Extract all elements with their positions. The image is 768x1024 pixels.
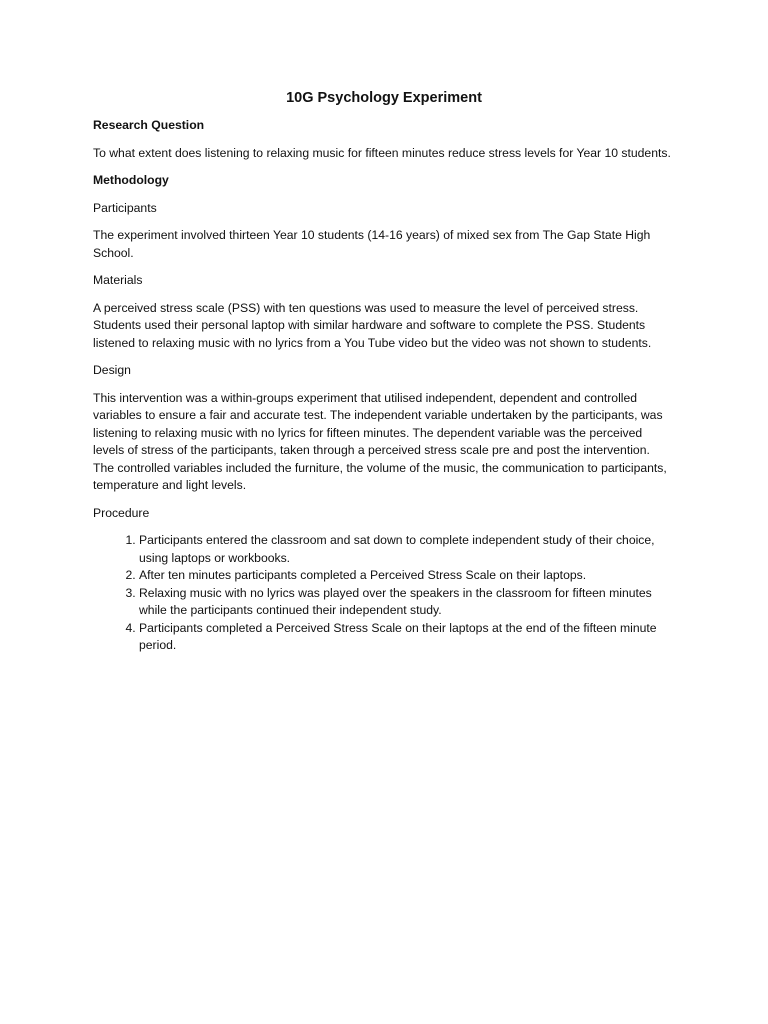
design-text: This intervention was a within-groups experiment that utilised independent, dependent and controlled variables to ensure a fair and accurate test. The independent variable undertaken by the participants, was listening to relaxing music with no lyrics for fifteen minutes. The dependent variable was the perceived levels of stress of the participants, taken through a perceived stress scale pre and post the intervention. The controlled variables included the furniture, the volume of the music, the communication to participants, temperature and light levels. bbox=[93, 390, 667, 492]
procedure-step: 2. After ten minutes participants completed a Perceived Stress Scale on their laptops. bbox=[139, 567, 673, 585]
participants-text: The experiment involved thirteen Year 10 students (14-16 years) of mixed sex from The Gap State High School. bbox=[93, 228, 651, 260]
materials-text: A perceived stress scale (PSS) with ten questions was used to measure the level of perceived stress. Students used their personal laptop with similar hardware and software to complete the PSS. Students listened to relaxing music with no lyrics from a You Tube video but the video was not shown to students. bbox=[93, 300, 652, 350]
research-question-heading: Research Question bbox=[93, 118, 205, 132]
methodology-heading: Methodology bbox=[93, 173, 169, 187]
document-title: 10G Psychology Experiment bbox=[286, 90, 482, 106]
procedure-heading: Procedure bbox=[93, 505, 150, 520]
research-question-text: To what extent does listening to relaxing music for fifteen minutes reduce stress levels for Year 10 students. bbox=[93, 145, 671, 160]
document-body bbox=[93, 88, 673, 655]
procedure-steps-list bbox=[93, 532, 673, 655]
participants-heading: Participants bbox=[93, 200, 157, 215]
procedure-step: 4. Participants completed a Perceived Stress Scale on their laptops at the end of the fifteen minute period. bbox=[139, 620, 673, 655]
materials-heading: Materials bbox=[93, 273, 143, 287]
design-heading: Design bbox=[93, 363, 131, 377]
procedure-step: 3. Relaxing music with no lyrics was played over the speakers in the classroom for fifteen minutes while the participants continued their independent study. bbox=[139, 585, 673, 620]
procedure-step: 1. Participants entered the classroom and sat down to complete independent study of their choice, using laptops or workbooks. bbox=[139, 532, 673, 567]
